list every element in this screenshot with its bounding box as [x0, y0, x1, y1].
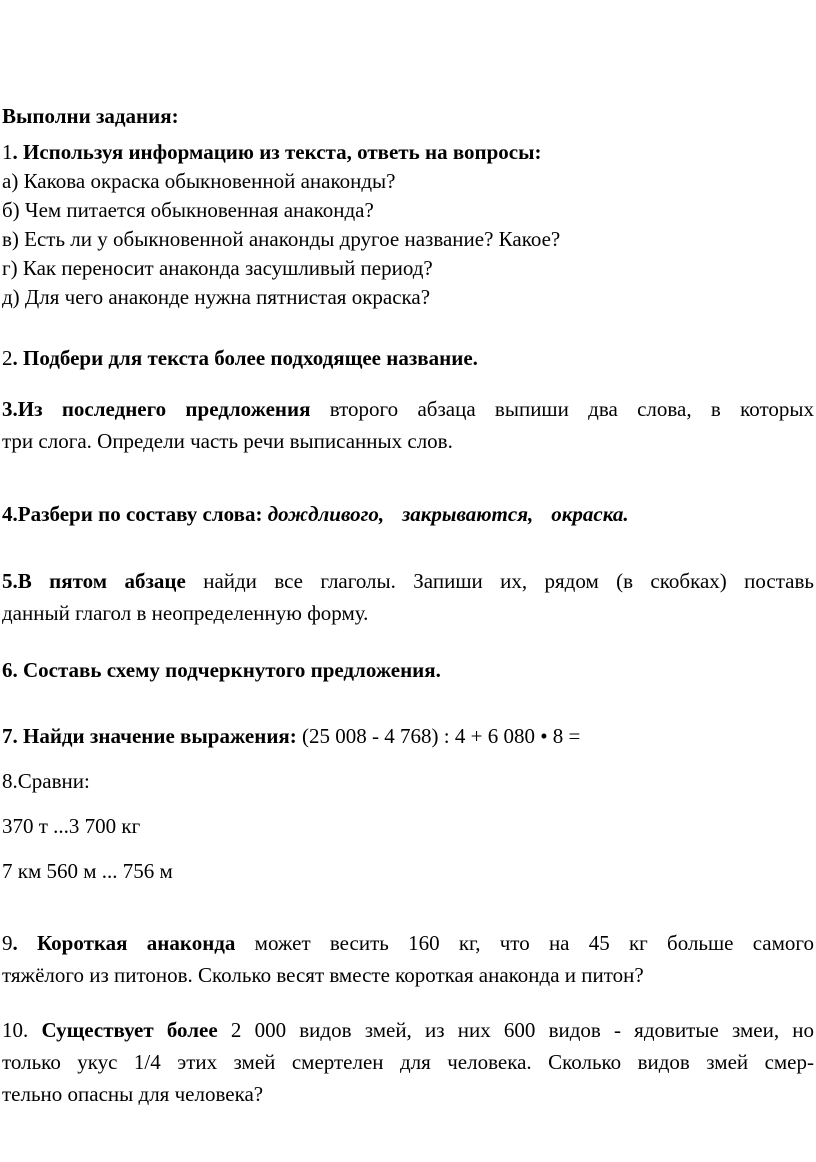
- task-5-line-1: 5.В пятом абзаце найди все глаголы. Запиши их, рядом (в скобках) поставь: [2, 569, 814, 593]
- word-1: дождливого,: [267, 502, 385, 526]
- task-1-question-e: д) Для чего анаконде нужна пятнистая окраска?: [2, 285, 431, 309]
- task-1-question-a: а) Какова окраска обыкновенной анаконды?: [2, 169, 396, 193]
- task-9-line-2: тяжёлого из питонов. Сколько весят вместе короткая анаконда и питон?: [2, 963, 644, 987]
- task-8-item-1: 370 т ...3 700 кг: [2, 814, 141, 838]
- task-3-line-2: три слога. Определи часть речи выписанных слов.: [2, 429, 453, 453]
- task-10-line-3: тельно опасны для человека?: [2, 1082, 264, 1106]
- task-1-question-d: г) Как переносит анаконда засушливый период?: [2, 256, 433, 280]
- word-2: закрываются,: [402, 502, 534, 526]
- task-7: 7. Найди значение выражения: (25 008 - 4 768) : 4 + 6 080 • 8 =: [2, 724, 581, 748]
- task-1-question-c: в) Есть ли у обыкновенной анаконды другое название? Какое?: [2, 227, 561, 251]
- task-3: [2, 395, 814, 456]
- task-9-line-1: 9. Короткая анаконда может весить 160 кг, что на 45 кг больше самого: [2, 931, 815, 955]
- task-6-title: 6. Составь схему подчеркнутого предложения.: [2, 658, 441, 682]
- task-3-line-1: 3.Из последнего предложения второго абзаца выпиши два слова, в которых: [2, 397, 814, 421]
- task-2-title: 2. Подбери для текста более подходящее название.: [2, 346, 478, 370]
- task-4: 4.Разбери по составу слова: дождливого, закрываются, окраска.: [2, 502, 629, 526]
- task-7-expression: (25 008 - 4 768) : 4 + 6 080 • 8 =: [296, 724, 581, 748]
- task-9: [2, 929, 814, 990]
- heading: Выполни задания:: [2, 104, 179, 128]
- task-8-item-2: 7 км 560 м ... 756 м: [2, 859, 173, 883]
- task-10-line-2: только укус 1/4 этих змей смертелен для человека. Сколько видов змей смер-: [2, 1050, 814, 1074]
- task-10: [2, 1016, 814, 1109]
- task-5-line-2: данный глагол в неопределенную форму.: [2, 601, 369, 625]
- task-8-title: 8.Сравни:: [2, 769, 90, 793]
- word-3: окраска.: [551, 502, 629, 526]
- task-10-line-1: 10. Существует более 2 000 видов змей, из них 600 видов - ядовитые змеи, но: [2, 1018, 814, 1042]
- task-1-question-b: б) Чем питается обыкновенная анаконда?: [2, 198, 374, 222]
- task-5: [2, 567, 814, 628]
- task-1-title: 1. Используя информацию из текста, ответь на вопросы:: [2, 140, 542, 164]
